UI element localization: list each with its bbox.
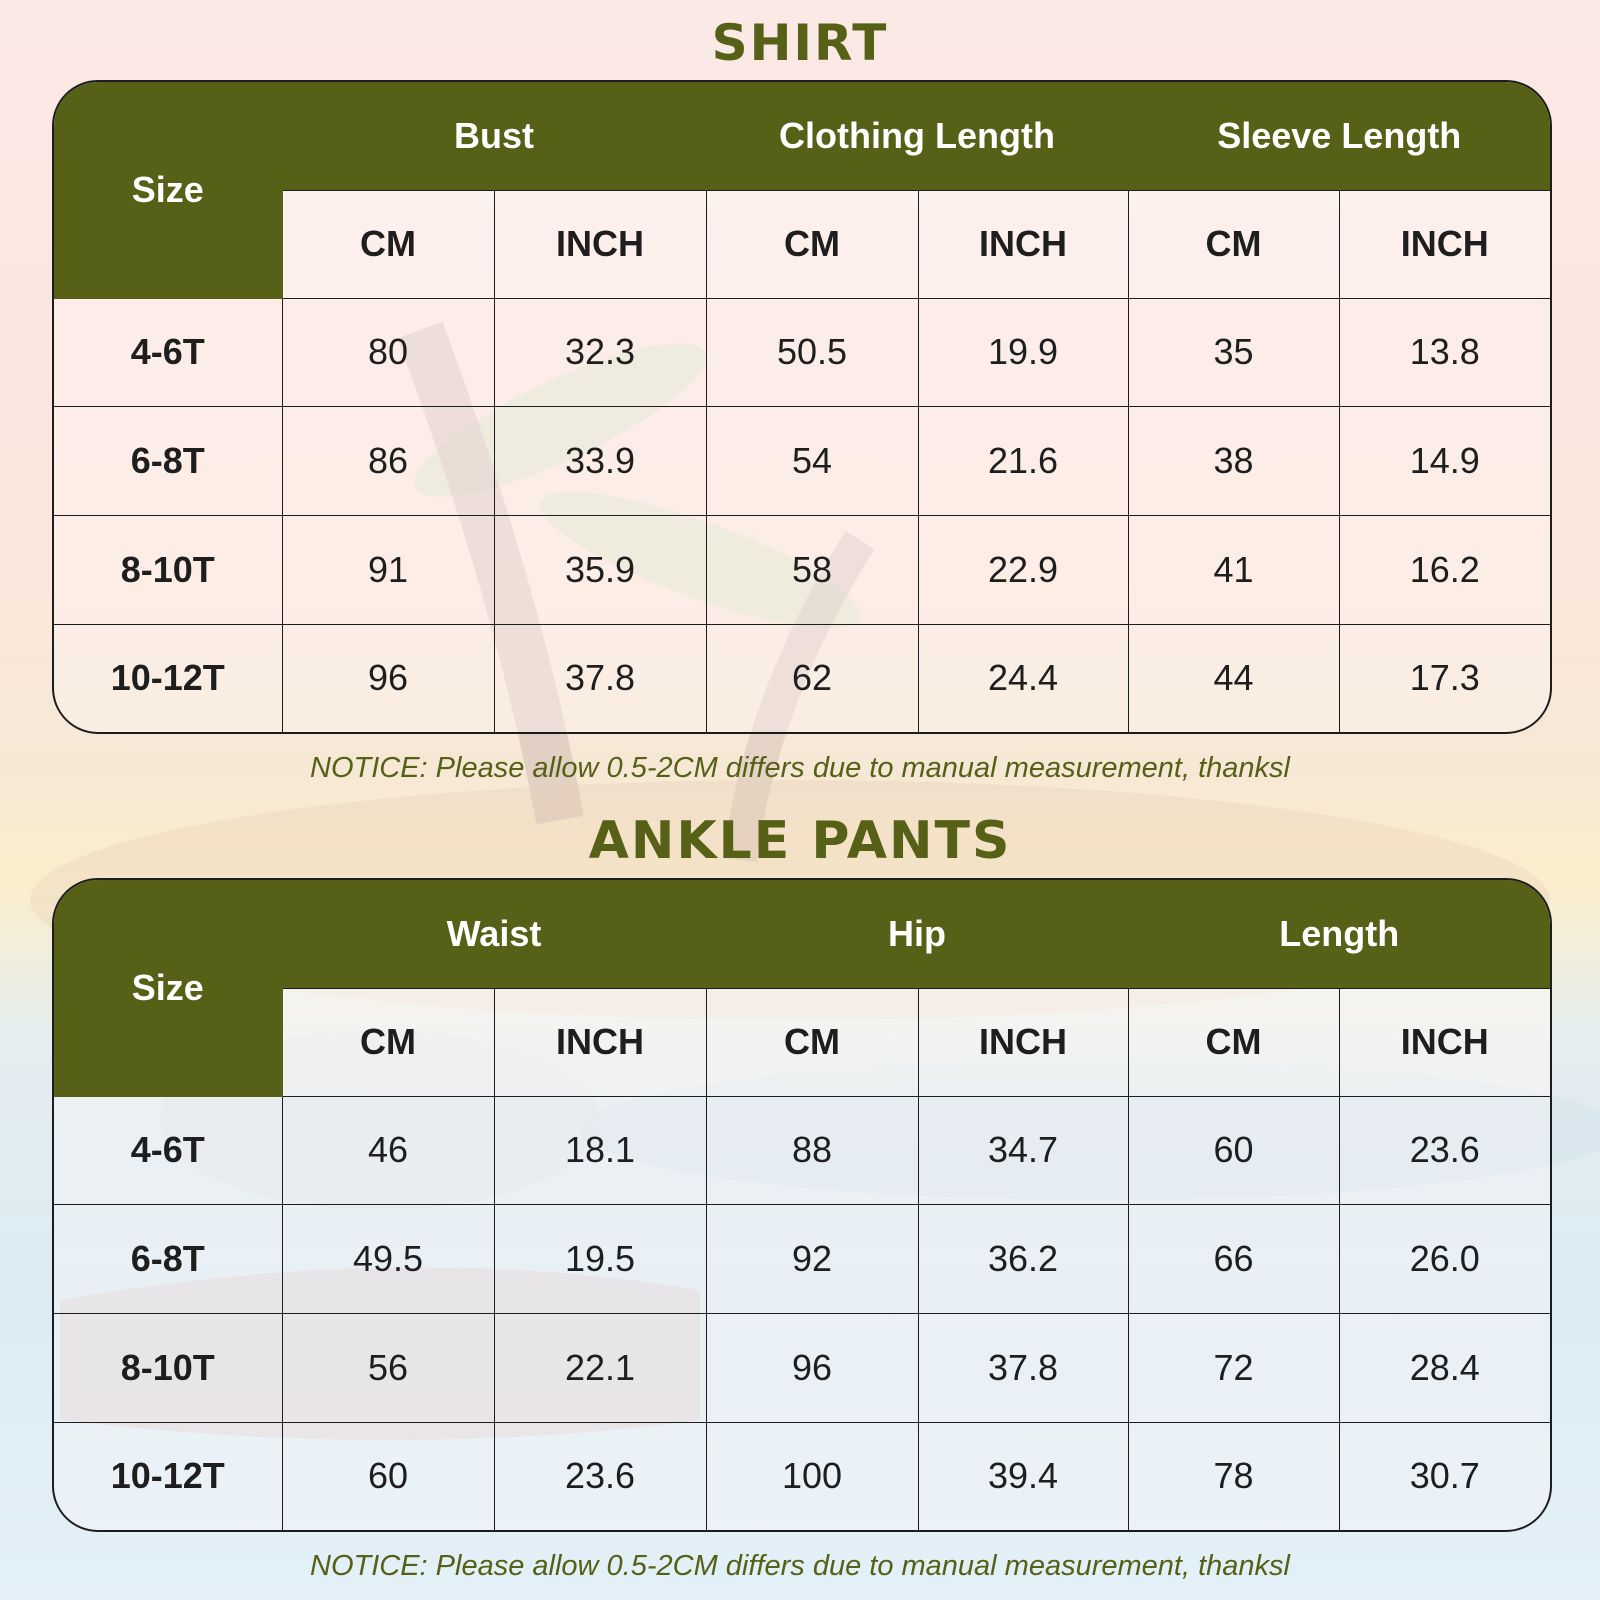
table-row [54,407,1550,516]
value-cell: 23.6 [1339,1096,1550,1205]
value-cell: 19.9 [918,298,1128,407]
table-row [54,624,1550,732]
unit-header: INCH [918,190,1128,298]
value-cell: 56 [282,1314,494,1423]
value-cell: 37.8 [494,624,706,732]
value-cell: 14.9 [1339,407,1550,516]
table-row [54,1422,1550,1530]
size-cell: 4-6T [54,298,282,407]
unit-header: CM [1128,190,1339,298]
size-cell: 6-8T [54,1205,282,1314]
value-cell: 86 [282,407,494,516]
unit-header: INCH [494,190,706,298]
value-cell: 30.7 [1339,1422,1550,1530]
value-cell: 78 [1128,1422,1339,1530]
value-cell: 96 [706,1314,918,1423]
sleeve-length-header: Sleeve Length [1128,82,1550,190]
value-cell: 46 [282,1096,494,1205]
value-cell: 34.7 [918,1096,1128,1205]
unit-header: CM [1128,988,1339,1096]
unit-header: INCH [1339,988,1550,1096]
unit-header: CM [282,988,494,1096]
value-cell: 49.5 [282,1205,494,1314]
unit-header: CM [706,988,918,1096]
pants-title: ANKLE PANTS [588,811,1012,871]
value-cell: 28.4 [1339,1314,1550,1423]
length-header: Length [1128,880,1550,988]
unit-header: INCH [1339,190,1550,298]
value-cell: 21.6 [918,407,1128,516]
hip-header: Hip [706,880,1128,988]
value-cell: 32.3 [494,298,706,407]
value-cell: 38 [1128,407,1339,516]
value-cell: 96 [282,624,494,732]
table-row [54,1205,1550,1314]
value-cell: 24.4 [918,624,1128,732]
value-cell: 44 [1128,624,1339,732]
unit-header: CM [706,190,918,298]
value-cell: 60 [1128,1096,1339,1205]
value-cell: 72 [1128,1314,1339,1423]
unit-header: INCH [494,988,706,1096]
table-row [54,1096,1550,1205]
size-cell: 8-10T [54,1314,282,1423]
size-cell: 6-8T [54,407,282,516]
value-cell: 62 [706,624,918,732]
pants-size-table [52,878,1552,1532]
clothing-length-header: Clothing Length [706,82,1128,190]
table-row [54,1314,1550,1423]
size-column-header: Size [54,82,282,298]
value-cell: 37.8 [918,1314,1128,1423]
bust-header: Bust [282,82,706,190]
table-row [54,516,1550,625]
pants-notice: NOTICE: Please allow 0.5-2CM differs due to manual measurement, thanksl [310,1550,1290,1582]
value-cell: 100 [706,1422,918,1530]
value-cell: 41 [1128,516,1339,625]
value-cell: 18.1 [494,1096,706,1205]
value-cell: 26.0 [1339,1205,1550,1314]
value-cell: 91 [282,516,494,625]
size-cell: 8-10T [54,516,282,625]
shirt-notice: NOTICE: Please allow 0.5-2CM differs due to manual measurement, thanksl [310,752,1290,784]
value-cell: 80 [282,298,494,407]
value-cell: 22.9 [918,516,1128,625]
value-cell: 33.9 [494,407,706,516]
value-cell: 92 [706,1205,918,1314]
table-row [54,298,1550,407]
unit-header: CM [282,190,494,298]
value-cell: 36.2 [918,1205,1128,1314]
value-cell: 35 [1128,298,1339,407]
value-cell: 58 [706,516,918,625]
value-cell: 13.8 [1339,298,1550,407]
value-cell: 35.9 [494,516,706,625]
value-cell: 19.5 [494,1205,706,1314]
size-column-header: Size [54,880,282,1096]
size-cell: 10-12T [54,1422,282,1530]
value-cell: 66 [1128,1205,1339,1314]
shirt-title: SHIRT [711,14,889,72]
value-cell: 16.2 [1339,516,1550,625]
value-cell: 17.3 [1339,624,1550,732]
value-cell: 22.1 [494,1314,706,1423]
value-cell: 23.6 [494,1422,706,1530]
shirt-size-table [52,80,1552,734]
value-cell: 88 [706,1096,918,1205]
size-cell: 4-6T [54,1096,282,1205]
unit-header: INCH [918,988,1128,1096]
value-cell: 60 [282,1422,494,1530]
size-cell: 10-12T [54,624,282,732]
value-cell: 54 [706,407,918,516]
value-cell: 50.5 [706,298,918,407]
waist-header: Waist [282,880,706,988]
value-cell: 39.4 [918,1422,1128,1530]
